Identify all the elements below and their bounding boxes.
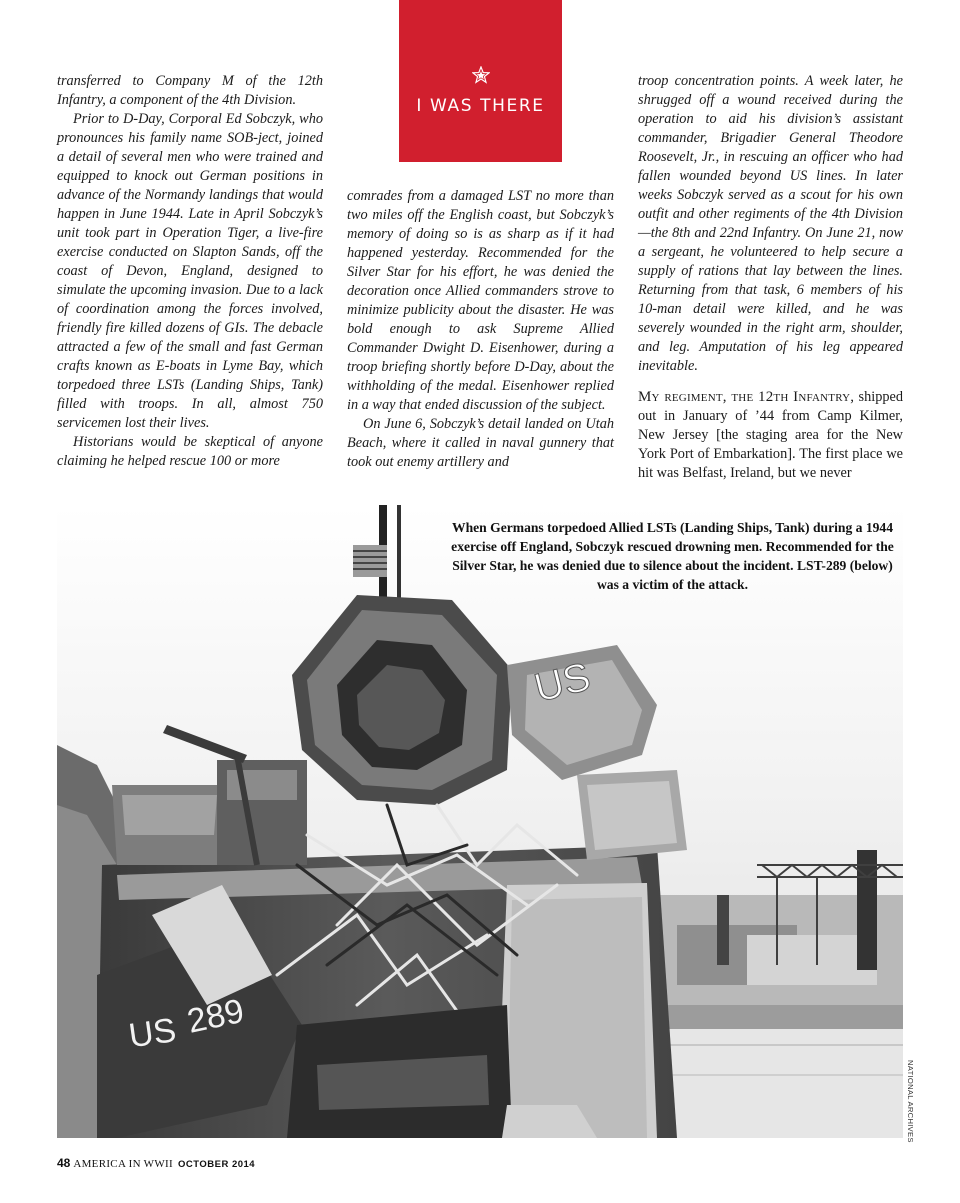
hull-number: 289: [183, 991, 248, 1041]
article-column-2: [347, 187, 614, 472]
lst-289-photo: [57, 505, 903, 1138]
quote-lead: My regiment, the 12th Infantry,: [638, 389, 855, 405]
hull-marking-top: US: [530, 654, 595, 711]
quote-text: shipped out in January of ’44 from Camp Kilmer, New Jersey [the staging area for the New York Port of Embarkation]. The first place we hit was Belfast, Ireland, but we never: [638, 389, 903, 481]
paragraph: On June 6, Sobczyk’s detail landed on Utah Beach, where it called in naval gunnery that took out enemy artillery and: [347, 416, 614, 470]
paragraph: troop concentration points. A week later, he shrugged off a wound received during the operation to aid his division’s assistant commander, Brigadier General Theodore Roosevelt, Jr., in rescuing an officer who had fallen wounded beyond US lines. In later weeks Sobczyk served as a scout for his own outfit and other regiments of the 4th Division—the 8th and 22nd Infantry. On June 21, now a sergeant, he volunteered to help secure a supply of rations that lay between the lines. Returning from that task, 6 members of his 10-man detail were killed, and he was severely wounded in the right arm, shoulder, and leg. Amputation of his leg appeared inevitable.: [638, 73, 903, 374]
page-footer: [57, 1156, 255, 1172]
issue-date: OCTOBER 2014: [177, 1159, 256, 1170]
paragraph: transferred to Company M of the 12th Infantry, a component of the 4th Division.: [57, 73, 323, 108]
photo-credit: NATIONAL ARCHIVES: [906, 1060, 915, 1143]
paragraph: Prior to D-Day, Corporal Ed Sobczyk, who pronounces his family name SOB-ject, joined a detail of several men who were trained and equipped to knock out German positions in advance of the Normandy landings that would happen in June 1944. Late in April Sobczyk’s unit took part in Operation Tiger, a live-fire exercise conducted on Slapton Sands, off the coast of Devon, England, designed to simulate the upcoming invasion. Due to a lack of coordination among the forces involved, friendly fire killed dozens of GIs. The debacle attracted a few of the small and fast German crafts known as E-boats in Lyme Bay, which torpedoed three LSTs (Landing Ships, Tank) filled with troops. In all, almost 750 servicemen lost their lives.: [57, 111, 323, 431]
page-number: 48: [57, 1156, 71, 1170]
hull-marking-bottom: US: [126, 1011, 179, 1056]
magazine-name: AMERICA IN WWII: [73, 1158, 173, 1170]
paragraph: comrades from a damaged LST no more than two miles off the English coast, but Sobczyk’s memory of doing so is as sharp as if it had happened yesterday. Recommended for the Silver Star for his effort, he was denied the decoration once Allied commanders strove to minimize publicity about the disaster. He was bold enough to ask Supreme Allied Commander Dwight D. Eisenhower, during a troop briefing shortly before D-Day, about the withholding of the medal. Eisenhower replied in a way that ended discussion of the subject.: [347, 188, 614, 413]
photo-caption: When Germans torpedoed Allied LSTs (Landing Ships, Tank) during a 1944 exercise off England, Sobczyk rescued drowning men. Recommended for the Silver Star, he was denied due to silence about the incident. LST-289 (below) was a victim of the attack.: [451, 520, 894, 592]
banner-title: I WAS THERE: [416, 96, 545, 116]
quote-paragraph: [638, 388, 903, 483]
article-column-3: [638, 72, 903, 483]
article-column-1: [57, 72, 323, 471]
section-banner: [399, 0, 562, 162]
star-icon: [399, 66, 562, 89]
paragraph: Historians would be skeptical of anyone claiming he helped rescue 100 or more: [57, 434, 323, 469]
